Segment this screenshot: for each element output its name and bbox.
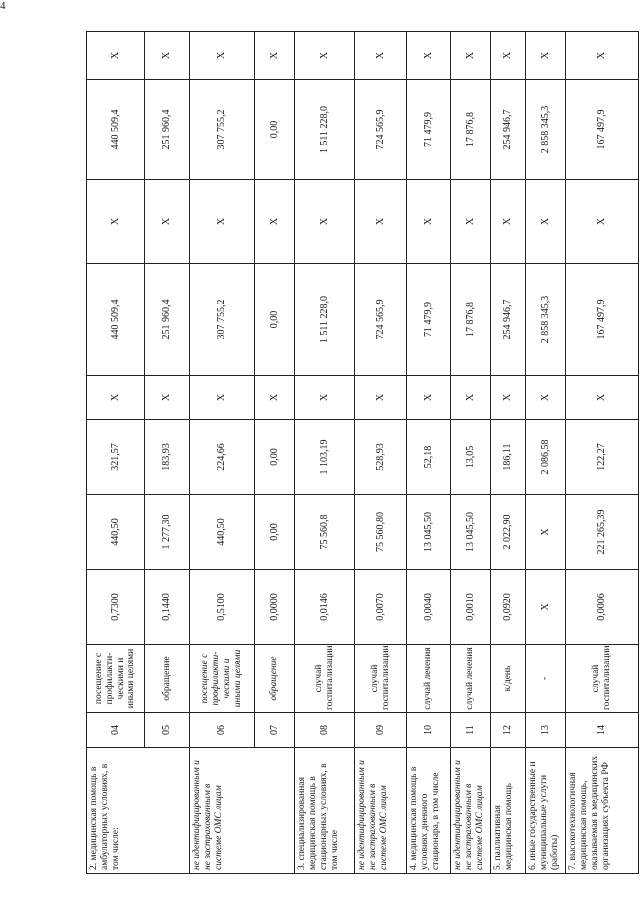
table-row [491, 32, 526, 874]
value-cell-c5: 0,00 [255, 264, 295, 376]
value-cell-c5: 440 509,4 [87, 264, 145, 376]
value-cell-c2: 75 560,8 [295, 495, 355, 570]
value-cell-c4: X [355, 376, 407, 420]
value-cell-c6: X [190, 180, 255, 264]
unit-of-measure: обращение [145, 645, 190, 713]
value-cell-c2: 2 022,90 [491, 495, 526, 570]
table-row [407, 32, 451, 874]
value-cell-c6: X [295, 180, 355, 264]
value-cell-c3: 2 086,58 [526, 420, 566, 495]
value-cell-c4: X [255, 376, 295, 420]
row-code: 12 [491, 713, 526, 748]
page-number: 4 [0, 0, 6, 12]
value-cell-c6: X [255, 180, 295, 264]
value-cell-c3: 224,66 [190, 420, 255, 495]
table-row [526, 32, 566, 874]
value-cell-c4: X [451, 376, 491, 420]
value-cell-c7: 167 497,9 [566, 80, 639, 180]
row-name: 7. высокотехнологичная медицинская помощь, оказываемая в медицинских организациях субъекта РФ [566, 748, 639, 874]
value-cell-c7: 0,00 [255, 80, 295, 180]
table-row [451, 32, 491, 874]
value-cell-c6: X [355, 180, 407, 264]
value-cell-c1: 0,0010 [451, 570, 491, 645]
value-cell-c5: 2 858 345,3 [526, 264, 566, 376]
value-cell-c4: X [190, 376, 255, 420]
value-cell-c6: X [491, 180, 526, 264]
table-row [145, 32, 190, 874]
unit-of-measure: к/день [491, 645, 526, 713]
value-cell-c1: 0,0000 [255, 570, 295, 645]
row-code: 14 [566, 713, 639, 748]
row-code: 06 [190, 713, 255, 748]
value-cell-c2: 440,50 [190, 495, 255, 570]
table-row [566, 32, 639, 874]
value-cell-c4: X [407, 376, 451, 420]
value-cell-c5: 251 960,4 [145, 264, 190, 376]
value-cell-c1: 0,5100 [190, 570, 255, 645]
value-cell-c2: 440,50 [87, 495, 145, 570]
value-cell-c7: 724 565,9 [355, 80, 407, 180]
row-code: 09 [355, 713, 407, 748]
row-code: 08 [295, 713, 355, 748]
row-code: 04 [87, 713, 145, 748]
table-body [87, 32, 639, 874]
value-cell-c5: 254 946,7 [491, 264, 526, 376]
value-cell-c6: X [566, 180, 639, 264]
value-cell-c3: 183,93 [145, 420, 190, 495]
value-cell-c7: 251 960,4 [145, 80, 190, 180]
unit-of-measure: случай лечения [451, 645, 491, 713]
row-name: 2. медицинская помощь в амбулаторных условиях, в том числе: [87, 748, 190, 874]
unit-of-measure: случай госпитализации [355, 645, 407, 713]
financing-table [86, 31, 639, 874]
row-code: 10 [407, 713, 451, 748]
unit-of-measure: - [526, 645, 566, 713]
value-cell-c8: X [295, 32, 355, 80]
value-cell-c8: X [451, 32, 491, 80]
value-cell-c7: 1 511 228,0 [295, 80, 355, 180]
value-cell-c1: 0,0040 [407, 570, 451, 645]
value-cell-c8: X [566, 32, 639, 80]
value-cell-c8: X [87, 32, 145, 80]
table-row [355, 32, 407, 874]
value-cell-c8: X [255, 32, 295, 80]
value-cell-c2: 1 277,30 [145, 495, 190, 570]
row-name: не идентифицированным и не застрахованным в системе ОМС лицам [355, 748, 407, 874]
row-code: 05 [145, 713, 190, 748]
value-cell-c2: X [526, 495, 566, 570]
value-cell-c3: 122,27 [566, 420, 639, 495]
value-cell-c7: 2 858 345,3 [526, 80, 566, 180]
value-cell-c3: 186,11 [491, 420, 526, 495]
value-cell-c5: 307 755,2 [190, 264, 255, 376]
value-cell-c4: X [145, 376, 190, 420]
table-row [295, 32, 355, 874]
value-cell-c6: X [87, 180, 145, 264]
value-cell-c2: 221 265,39 [566, 495, 639, 570]
table-row [255, 32, 295, 874]
value-cell-c6: X [145, 180, 190, 264]
value-cell-c4: X [491, 376, 526, 420]
row-code: 11 [451, 713, 491, 748]
value-cell-c8: X [355, 32, 407, 80]
table-row [190, 32, 255, 874]
value-cell-c6: X [451, 180, 491, 264]
value-cell-c1: 0,0146 [295, 570, 355, 645]
row-code: 13 [526, 713, 566, 748]
rotated-table-wrapper [86, 32, 638, 874]
unit-of-measure: посещение с профилакти-ческими и иными целями [87, 645, 145, 713]
value-cell-c5: 17 876,8 [451, 264, 491, 376]
value-cell-c2: 0,00 [255, 495, 295, 570]
value-cell-c4: X [526, 376, 566, 420]
value-cell-c7: 307 755,2 [190, 80, 255, 180]
value-cell-c8: X [190, 32, 255, 80]
row-code: 07 [255, 713, 295, 748]
value-cell-c2: 75 560,80 [355, 495, 407, 570]
value-cell-c8: X [407, 32, 451, 80]
value-cell-c1: 0,1440 [145, 570, 190, 645]
value-cell-c7: 254 946,7 [491, 80, 526, 180]
value-cell-c2: 13 045,50 [407, 495, 451, 570]
value-cell-c5: 71 479,9 [407, 264, 451, 376]
value-cell-c2: 13 045,50 [451, 495, 491, 570]
row-name: не идентифицированным и не застрахованным в системе ОМС лицам [190, 748, 295, 874]
value-cell-c3: 52,18 [407, 420, 451, 495]
value-cell-c8: X [526, 32, 566, 80]
value-cell-c5: 724 565,9 [355, 264, 407, 376]
row-name: 5. паллиативная медицинская помощь [491, 748, 526, 874]
value-cell-c3: 0,00 [255, 420, 295, 495]
row-name: 4. медицинская помощь в условиях дневного стационара, в том числе [407, 748, 451, 874]
row-name: 3. специализированная медицинская помощь в стационарных условиях, в том числе [295, 748, 355, 874]
value-cell-c1: 0,0006 [566, 570, 639, 645]
unit-of-measure: случай лечения [407, 645, 451, 713]
value-cell-c8: X [145, 32, 190, 80]
unit-of-measure: обращение [255, 645, 295, 713]
value-cell-c1: 0,0920 [491, 570, 526, 645]
value-cell-c1: X [526, 570, 566, 645]
value-cell-c5: 167 497,9 [566, 264, 639, 376]
value-cell-c3: 13,05 [451, 420, 491, 495]
value-cell-c5: 1 511 228,0 [295, 264, 355, 376]
value-cell-c4: X [87, 376, 145, 420]
value-cell-c1: 0,0070 [355, 570, 407, 645]
table-row [87, 32, 145, 874]
value-cell-c6: X [407, 180, 451, 264]
unit-of-measure: случай госпитализации [566, 645, 639, 713]
value-cell-c8: X [491, 32, 526, 80]
row-name: 6. иные государственные и муниципальные услуги (работы) [526, 748, 566, 874]
value-cell-c6: X [526, 180, 566, 264]
unit-of-measure: случай госпитализации [295, 645, 355, 713]
value-cell-c7: 17 876,8 [451, 80, 491, 180]
value-cell-c7: 71 479,9 [407, 80, 451, 180]
row-name: не идентифицированным и не застрахованным в системе ОМС лицам [451, 748, 491, 874]
value-cell-c7: 440 509,4 [87, 80, 145, 180]
value-cell-c3: 321,57 [87, 420, 145, 495]
value-cell-c3: 1 103,19 [295, 420, 355, 495]
value-cell-c1: 0,7300 [87, 570, 145, 645]
value-cell-c4: X [295, 376, 355, 420]
value-cell-c3: 528,93 [355, 420, 407, 495]
value-cell-c4: X [566, 376, 639, 420]
unit-of-measure: посещение с профилакти-ческими и иными целями [190, 645, 255, 713]
